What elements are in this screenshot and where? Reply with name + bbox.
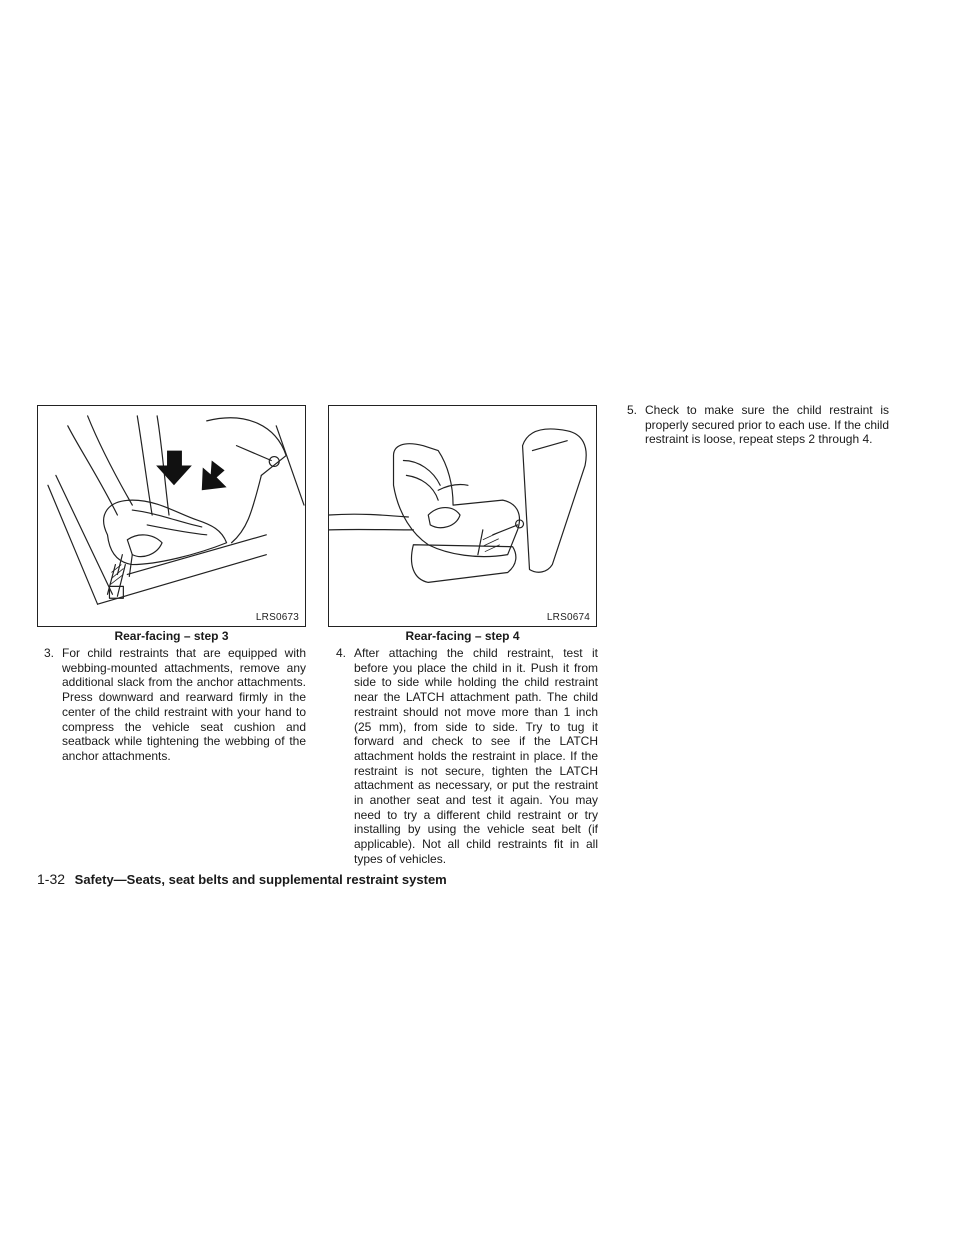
step-3	[44, 646, 306, 764]
illustration-step-3	[38, 406, 305, 626]
step-number: 3.	[44, 646, 55, 660]
figure-caption-step-4: Rear-facing – step 4	[405, 629, 520, 643]
section-title: Safety—Seats, seat belts and supplemental restraint system	[74, 872, 447, 887]
step-4	[336, 646, 598, 867]
figure-code: LRS0673	[255, 612, 299, 623]
figure-step-3	[37, 405, 306, 627]
page-number: 1-32	[37, 871, 66, 887]
step-5	[627, 403, 889, 447]
page-footer	[37, 871, 447, 887]
figure-caption-step-3: Rear-facing – step 3	[114, 629, 229, 643]
figure-step-4	[328, 405, 597, 627]
illustration-step-4	[329, 406, 596, 626]
step-number: 4.	[336, 646, 347, 660]
step-text: After attaching the child restraint, test it before you place the child in it. Push it from side to side while holding the child restraint near the LATCH attachment path. The child restraint should not move more than 1 inch (25 mm), from side to side. Try to tug it forward and check to see if the LATCH attachment holds the restraint in place. If the restraint is not secure, tighten the LATCH attachment as necessary, or put the restraint in another seat and test it again. You may need to try a different child restraint or try installing by using the vehicle seat belt (if applicable). Not all child restraints fit in all types of vehicles.	[354, 646, 598, 866]
step-text: Check to make sure the child restraint is properly secured prior to each use. If the child restraint is loose, repeat steps 2 through 4.	[645, 403, 889, 447]
step-text: For child restraints that are equipped with webbing-mounted attachments, remove any additional slack from the anchor attachments. Press downward and rearward firmly in the center of the child restraint with your hand to compress the vehicle seat cushion and seatback while tightening the webbing of the anchor attachments.	[62, 646, 306, 763]
figure-code: LRS0674	[546, 612, 590, 623]
step-number: 5.	[627, 403, 638, 417]
